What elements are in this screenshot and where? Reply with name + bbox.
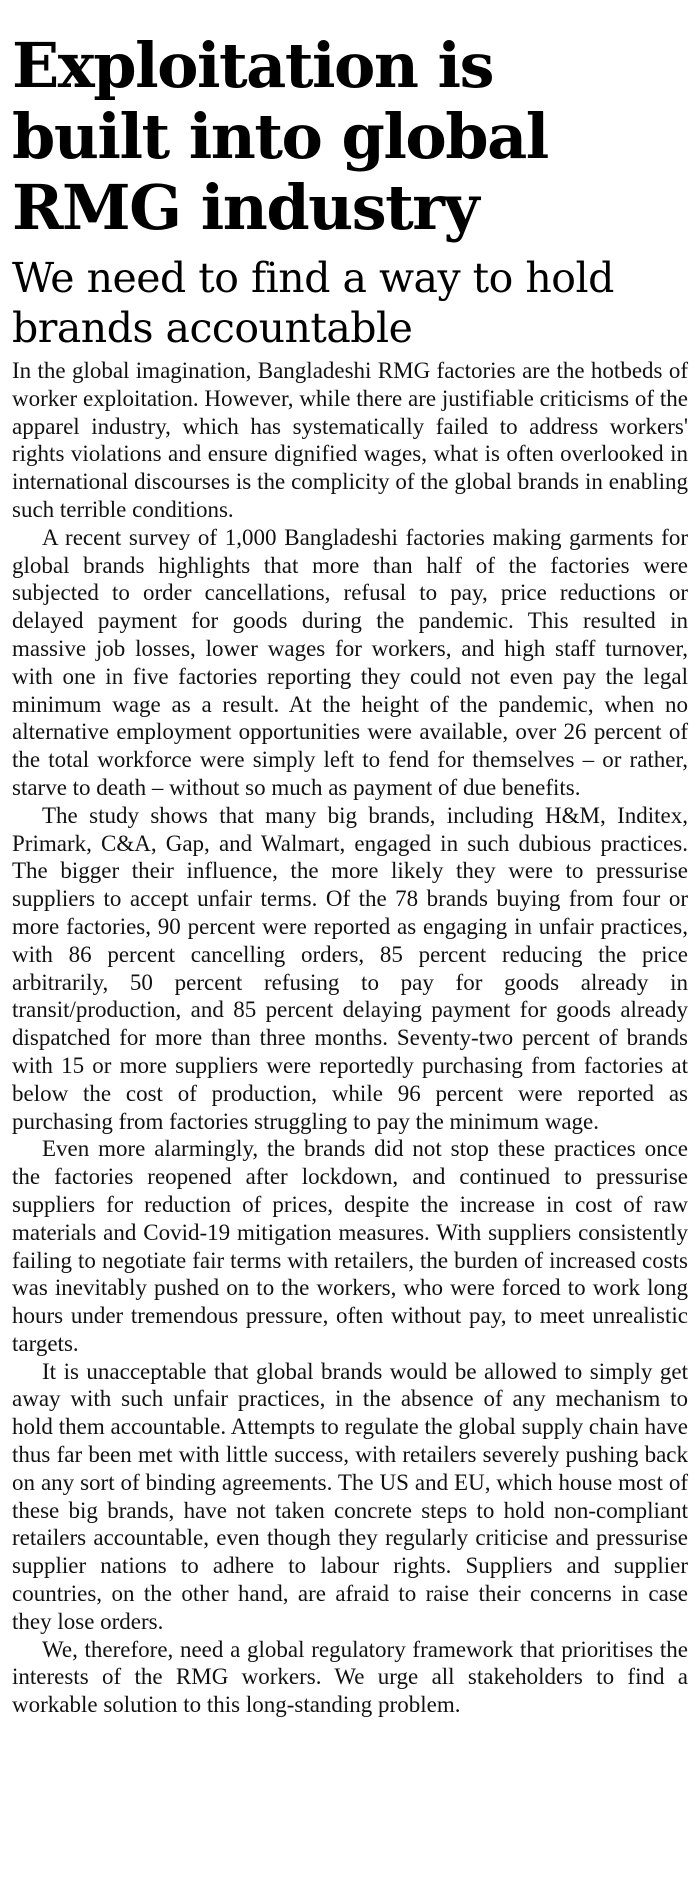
paragraph-2: A recent survey of 1,000 Bangladeshi factories making garments for global brands highlights that more than half of the factories were subjected to order cancellations, refusal to pay, price reductions or delayed payment for goods during the pandemic. This resulted in massive job losses, lower wages for workers, and high staff turnover, with one in five factories reporting they could not even pay the legal minimum wage as a result. At the height of the pandemic, when no alternative employment opportunities were available, over 26 percent of the total workforce were simply left to fend for themselves – or rather, starve to death – without so much as payment of due benefits. [12,524,688,800]
paragraph-4: Even more alarmingly, the brands did not stop these practices once the factories reopened after lockdown, and continued to pressurise suppliers for reduction of prices, despite the increase in cost of raw materials and Covid-19 mitigation measures. With suppliers consistently failing to negotiate fair terms with retailers, the burden of increased costs was inevitably pushed on to the workers, who were forced to work long hours under tremendous pressure, often without pay, to meet unrealistic targets. [12,1136,688,1356]
paragraph-3: The study shows that many big brands, including H&M, Inditex, Primark, C&A, Gap, and Walmart, engaged in such dubious practices. The bigger their influence, the more likely they were to pressurise suppliers to accept unfair terms. Of the 78 brands buying from four or more factories, 90 percent were reported as engaging in unfair practices, with 86 percent cancelling orders, 85 percent reducing the price arbitrarily, 50 percent refusing to pay for goods already in transit/production, and 85 percent delaying payment for goods already dispatched for more than three months. Seventy-two percent of brands with 15 or more suppliers were reportedly purchasing from factories at below the cost of production, while 96 percent were reported as purchasing from factories struggling to pay the minimum wage. [12,802,688,1134]
headline [12,30,688,243]
paragraph-1: In the global imagination, Bangladeshi RMG factories are the hotbeds of worker exploitation. However, while there are justifiable criticisms of the apparel industry, which has systematically failed to address workers' rights violations and ensure dignified wages, what is often overlooked in international discourses is the complicity of the global brands in enabling such terrible conditions. [12,358,688,522]
subheadline-line-2: brands accountable [12,304,413,352]
headline-line-2: built into global [12,100,548,173]
headline-line-3: RMG industry [12,171,478,244]
paragraph-6: We, therefore, need a global regulatory framework that prioritises the interests of the RMG workers. We urge all stakeholders to find a workable solution to this long-standing problem. [12,1636,688,1718]
article-body [12,357,688,1719]
paragraph-5: It is unacceptable that global brands would be allowed to simply get away with such unfair practices, in the absence of any mechanism to hold them accountable. Attempts to regulate the global supply chain have thus far been met with little success, with retailers severely pushing back on any sort of binding agreements. The US and EU, which house most of these big brands, have not taken concrete steps to hold non-compliant retailers accountable, even though they regularly criticise and pressurise supplier nations to adhere to labour rights. Suppliers and supplier countries, on the other hand, are afraid to raise their concerns in case they lose orders. [12,1358,688,1634]
headline-line-1: Exploitation is [12,29,494,102]
subheadline-line-1: We need to find a way to hold [12,254,614,302]
subheadline [12,253,688,353]
